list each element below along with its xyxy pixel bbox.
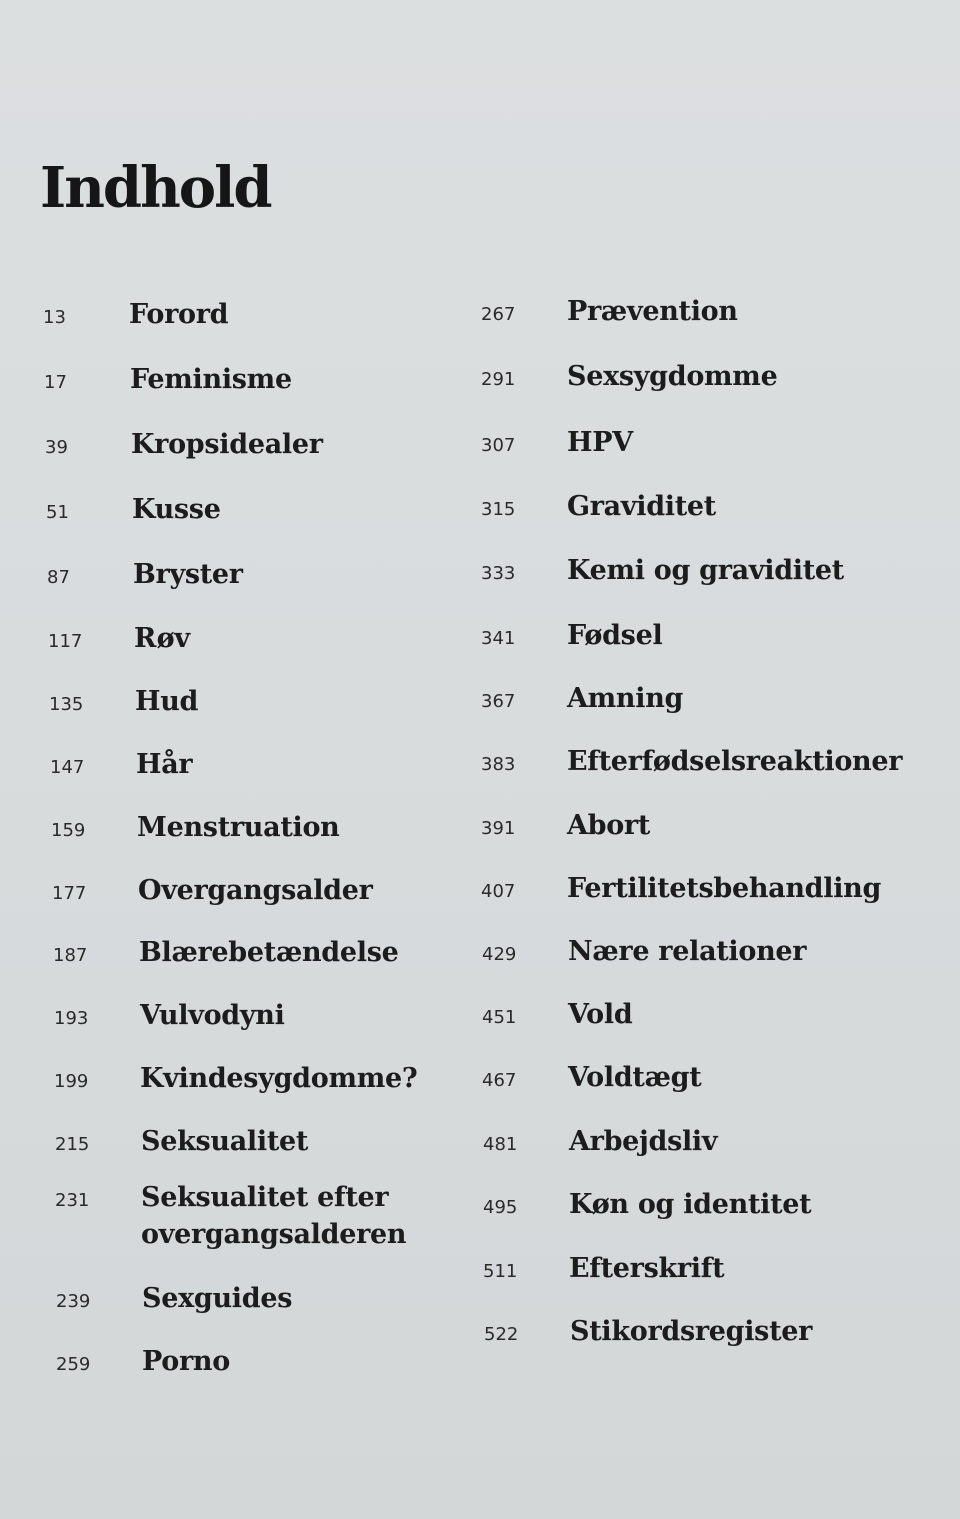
toc-page-number: 291 xyxy=(481,369,516,390)
toc-entry xyxy=(482,933,806,970)
toc-chapter-title: HPV xyxy=(567,427,633,458)
toc-page-number: 13 xyxy=(43,307,66,328)
toc-entry xyxy=(481,293,738,330)
toc-entry xyxy=(484,1313,812,1350)
toc-page-number: 239 xyxy=(56,1291,91,1312)
toc-page-number: 267 xyxy=(481,304,516,325)
toc-chapter-title: Hud xyxy=(135,686,199,717)
toc-entry xyxy=(481,488,716,525)
toc-entry xyxy=(481,552,844,589)
toc-chapter-title: Fertilitetsbehandling xyxy=(567,873,882,904)
toc-page-number: 199 xyxy=(54,1071,89,1092)
toc-page-number: 17 xyxy=(44,372,67,393)
toc-page-number: 522 xyxy=(484,1324,519,1345)
toc-page-number: 367 xyxy=(481,691,516,712)
toc-page-number: 177 xyxy=(52,883,87,904)
toc-chapter-title: Seksualitet xyxy=(141,1126,309,1157)
toc-chapter-title: Seksualitet efter overgangsalderen xyxy=(141,1182,407,1250)
toc-chapter-title: Prævention xyxy=(567,296,738,327)
toc-chapter-title: Abort xyxy=(567,810,651,841)
toc-chapter-title: Køn og identitet xyxy=(569,1189,812,1220)
toc-chapter-title: Efterfødselsreaktioner xyxy=(567,746,903,777)
toc-page-number: 51 xyxy=(46,502,69,523)
toc-page-number: 215 xyxy=(55,1134,90,1155)
toc-entry xyxy=(481,424,633,461)
toc-entry xyxy=(481,617,662,654)
toc-chapter-title: Sexguides xyxy=(142,1283,293,1314)
toc-chapter-title: Stikordsregister xyxy=(570,1316,813,1347)
toc-chapter-title: Hår xyxy=(136,749,193,780)
toc-entry xyxy=(482,1059,701,1096)
toc-page-number: 159 xyxy=(51,820,86,841)
toc-page-number: 467 xyxy=(482,1070,517,1091)
toc-chapter-title: Arbejdsliv xyxy=(569,1126,718,1157)
toc-page-number: 193 xyxy=(54,1008,89,1029)
toc-page-number: 383 xyxy=(481,754,516,775)
toc-page-number: 511 xyxy=(483,1261,518,1282)
toc-page-number: 147 xyxy=(50,757,85,778)
toc-entry xyxy=(482,996,632,1033)
toc-page-number: 341 xyxy=(481,628,516,649)
toc-page-number: 407 xyxy=(481,881,516,902)
toc-chapter-title: Fødsel xyxy=(567,620,663,651)
toc-entry xyxy=(483,1250,724,1287)
toc-page-number: 495 xyxy=(483,1197,518,1218)
toc-entry xyxy=(483,1123,717,1160)
toc-chapter-title: Kropsidealer xyxy=(131,429,323,460)
toc-page-number: 333 xyxy=(481,563,516,584)
toc-chapter-title: Forord xyxy=(129,299,229,330)
toc-page-number: 117 xyxy=(48,631,83,652)
toc-chapter-title: Vulvodyni xyxy=(140,1000,285,1031)
toc-chapter-title: Kemi og graviditet xyxy=(567,555,844,586)
toc-page-number: 429 xyxy=(482,944,517,965)
toc-chapter-title: Voldtægt xyxy=(568,1062,702,1093)
toc-chapter-title: Nære relationer xyxy=(568,936,807,967)
toc-page-number: 39 xyxy=(45,437,68,458)
toc-entry xyxy=(481,870,881,907)
toc-entry xyxy=(481,680,683,717)
toc-chapter-title: Menstruation xyxy=(137,812,340,843)
toc-page-number: 187 xyxy=(53,945,88,966)
toc-page-number: 231 xyxy=(55,1190,90,1211)
toc-entry xyxy=(481,743,902,780)
toc-chapter-title: Sexsygdomme xyxy=(567,361,778,392)
toc-chapter-title: Vold xyxy=(568,999,633,1030)
toc-chapter-title: Porno xyxy=(142,1346,230,1377)
toc-entry xyxy=(483,1186,811,1223)
toc-page-number: 87 xyxy=(47,567,70,588)
toc-chapter-title: Feminisme xyxy=(130,364,292,395)
toc-chapter-title: Efterskrift xyxy=(569,1253,725,1284)
toc-page-number: 315 xyxy=(481,499,516,520)
toc-page-number: 391 xyxy=(481,818,516,839)
toc-chapter-title: Amning xyxy=(567,683,684,714)
toc-chapter-title: Graviditet xyxy=(567,491,716,522)
toc-entry xyxy=(481,807,650,844)
toc-chapter-title: Røv xyxy=(134,623,190,654)
toc-chapter-title: Overgangsalder xyxy=(138,875,373,906)
toc-page-number: 307 xyxy=(481,435,516,456)
toc-entry xyxy=(481,358,777,395)
toc-page-number: 451 xyxy=(482,1007,517,1028)
toc-page-number: 481 xyxy=(483,1134,518,1155)
toc-chapter-title: Bryster xyxy=(133,559,243,590)
toc-page-number: 135 xyxy=(49,694,84,715)
page-title: Indhold xyxy=(40,155,271,221)
toc-chapter-title: Kusse xyxy=(132,494,221,525)
toc-chapter-title: Blærebetændelse xyxy=(139,937,399,968)
toc-chapter-title: Kvindesygdomme? xyxy=(140,1063,418,1094)
toc-page-number: 259 xyxy=(56,1354,91,1375)
